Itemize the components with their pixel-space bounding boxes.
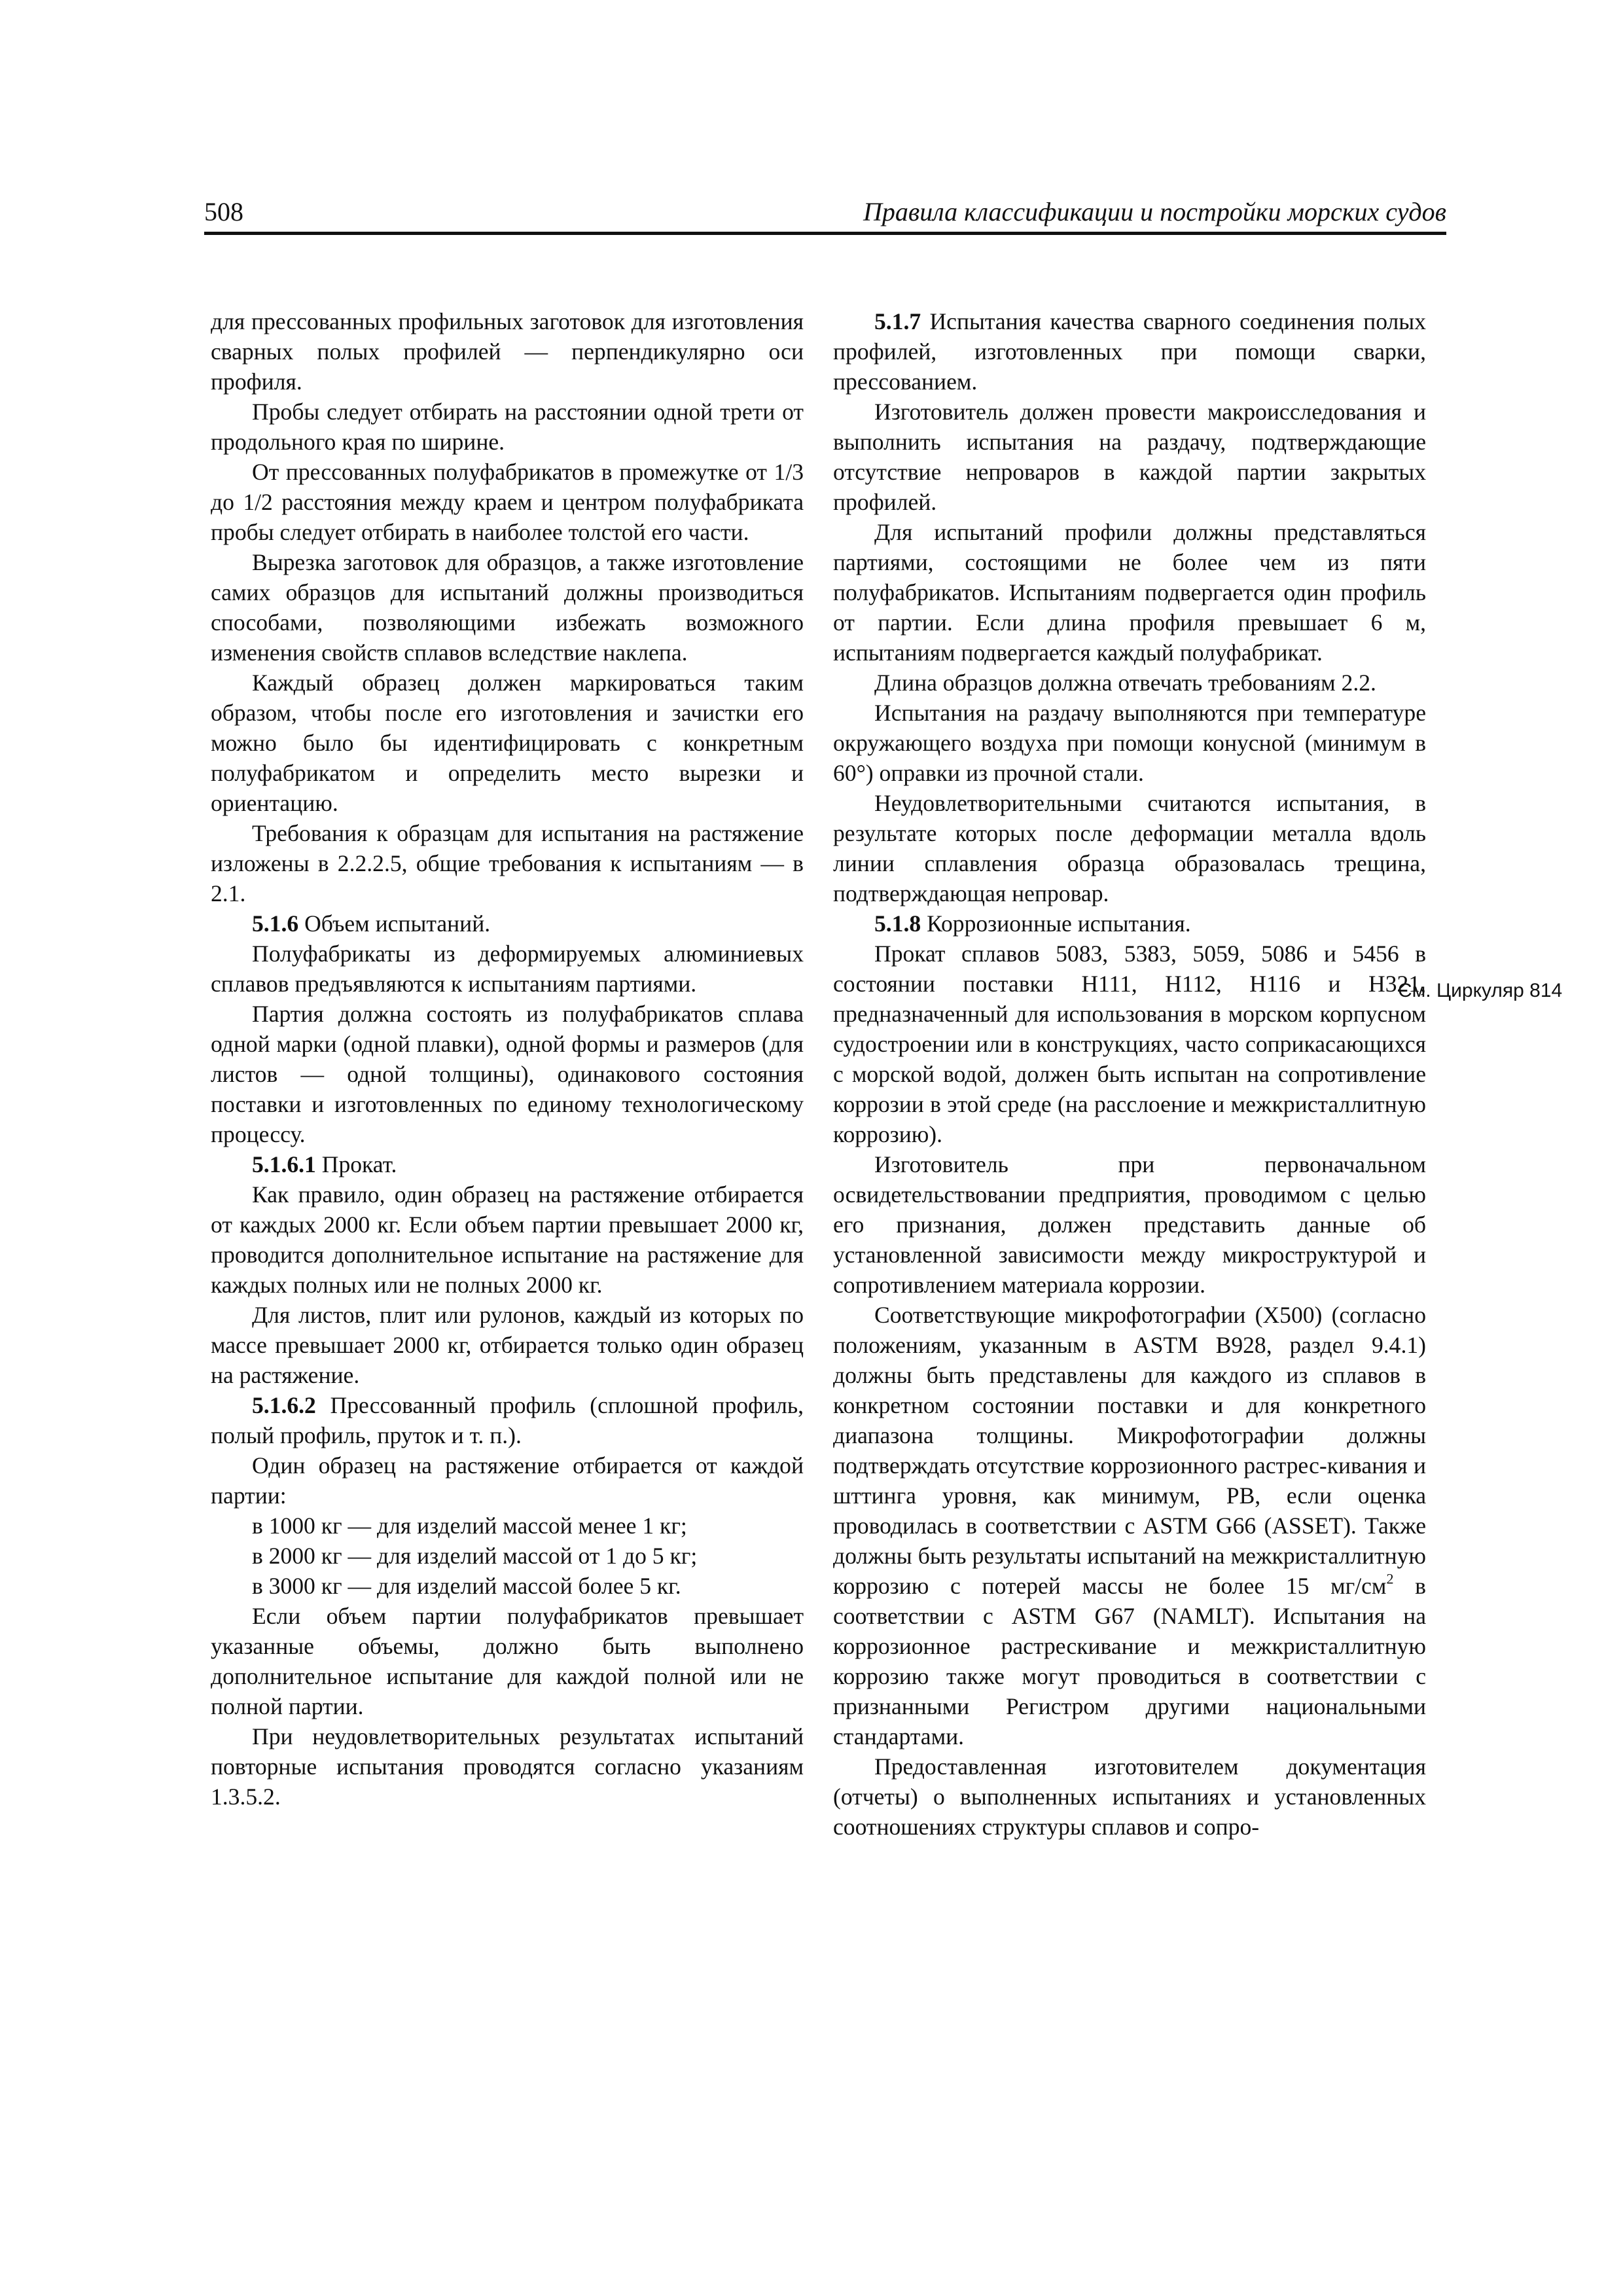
paragraph: Длина образцов должна отвечать требованиям 2.2.	[874, 670, 1376, 696]
paragraph: Предоставленная изготовителем документация (отчеты) о выполненных испытаниях и установленных соотношениях структуры сплавов и сопро-	[833, 1753, 1426, 1840]
paragraph: Требования к образцам для испытания на растяжение изложены в 2.2.2.5, общие требования к испытаниям — в 2.1.	[211, 820, 804, 906]
right-column	[833, 306, 1426, 1842]
section-number: 5.1.6.2	[252, 1392, 316, 1418]
paragraph: Если объем партии полуфабрикатов превышает указанные объемы, должно быть выполнено дополнительное испытание для каждой полной или не полной партии.	[211, 1603, 804, 1719]
left-column	[211, 306, 804, 1812]
paragraph: Партия должна состоять из полуфабрикатов сплава одной марки (одной плавки), одной формы и размеров (для листов — одной толщины), одинакового состояния поставки и изготовленных по единому технологическому процессу.	[211, 1001, 804, 1147]
paragraph-text: Соответствующие микрофотографии (X500) (согласно положениям, указанным в ASTM B928, раздел 9.4.1) должны быть представлены для каждого из сплавов в конкретном состоянии поставки и для конкретного диапазона толщины. Микрофотографии должны подтверждать отсутствие коррозионного растрес-кивания и шттинга уровня, как минимум, PB, если оценка проводилась в соответствии с ASTM G66 (ASSET). Также должны быть результаты испытаний на межкристаллитную коррозию с потерей массы не более 15 мг/см	[833, 1302, 1426, 1599]
paragraph: Изготовитель при первоначальном освидетельствовании предприятия, проводимом с целью его признания, должен представить данные об установленной зависимости между микроструктурой и сопротивлением материала коррозии.	[833, 1151, 1426, 1298]
paragraph: Вырезка заготовок для образцов, а также изготовление самих образцов для испытаний должны производиться способами, позволяющими избежать возможного изменения свойств сплавов вследствие наклепа.	[211, 549, 804, 666]
paragraph: Прокат сплавов 5083, 5383, 5059, 5086 и 5456 в состоянии поставки H111, H112, H116 и H321, предназначенный для использования в морском корпусном судостроении или в конструкциях, часто соприкасающихся с морской водой, должен быть испытан на сопротивление коррозии в этой среде (на расслоение и межкристаллитную коррозию).	[833, 941, 1426, 1147]
paragraph: для прессованных профильных заготовок для изготовления сварных полых профилей — перпендикулярно оси профиля.	[211, 308, 804, 395]
section-title: Объем испытаний.	[304, 910, 491, 937]
section-number: 5.1.6.1	[252, 1151, 316, 1177]
section-title: Коррозионные испытания.	[927, 910, 1191, 937]
paragraph-text: в соответствии с ASTM G67 (NAMLT). Испытания на коррозионное растрескивание и межкристаллитную коррозию также могут проводиться в соответствии с признанными Регистром другими национальными стандартами.	[833, 1573, 1426, 1749]
running-title: Правила классификации и постройки морских судов	[863, 197, 1446, 226]
section-title: Испытания качества сварного соединения полых профилей, изготовленных при помощи сварки, прессованием.	[833, 308, 1426, 395]
section-heading-5-1-6-2	[211, 1390, 804, 1450]
paragraph: Пробы следует отбирать на расстоянии одной трети от продольного края по ширине.	[211, 399, 804, 455]
paragraph	[833, 1300, 1426, 1751]
paragraph: При неудовлетворительных результатах испытаний повторные испытания проводятся согласно указаниям 1.3.5.2.	[211, 1723, 804, 1810]
section-title: Прокат.	[321, 1151, 397, 1177]
section-number: 5.1.8	[874, 910, 921, 937]
section-number: 5.1.6	[252, 910, 299, 937]
paragraph: Полуфабрикаты из деформируемых алюминиевых сплавов предъявляются к испытаниям партиями.	[211, 941, 804, 997]
page-number: 508	[204, 197, 243, 226]
list-item: в 1000 кг — для изделий массой менее 1 кг;	[252, 1513, 687, 1539]
margin-note: См. Циркуляр 814	[1398, 980, 1563, 1001]
paragraph: Неудовлетворительными считаются испытания, в результате которых после деформации металла вдоль линии сплавления образца образовалась трещина, подтверждающая непровар.	[833, 790, 1426, 906]
paragraph: Изготовитель должен провести макроисследования и выполнить испытания на раздачу, подтверждающие отсутствие непроваров в каждой партии закрытых профилей.	[833, 399, 1426, 515]
section-heading-5-1-8	[833, 908, 1426, 939]
section-heading-5-1-6-1	[211, 1149, 804, 1179]
paragraph: Для листов, плит или рулонов, каждый из которых по массе превышает 2000 кг, отбирается только один образец на растяжение.	[211, 1302, 804, 1388]
section-number: 5.1.7	[874, 308, 921, 334]
paragraph: Каждый образец должен маркироваться таким образом, чтобы после его изготовления и зачистки его можно было бы идентифицировать с конкретным полуфабрикатом и определить место вырезки и ориентацию.	[211, 670, 804, 816]
paragraph: Испытания на раздачу выполняются при температуре окружающего воздуха при помощи конусной (минимум в 60°) оправки из прочной стали.	[833, 700, 1426, 786]
list-item: в 2000 кг — для изделий массой от 1 до 5 кг;	[252, 1543, 698, 1569]
paragraph: Один образец на растяжение отбирается от каждой партии:	[211, 1452, 804, 1509]
section-heading-5-1-7	[833, 306, 1426, 397]
list-item: в 3000 кг — для изделий массой более 5 кг.	[252, 1573, 681, 1599]
paragraph: Как правило, один образец на растяжение отбирается от каждых 2000 кг. Если объем партии превышает 2000 кг, проводится дополнительное испытание на растяжение для каждых полных или не полных 2000 кг.	[211, 1181, 804, 1298]
header-rule	[204, 232, 1446, 235]
section-heading-5-1-6	[211, 908, 804, 939]
paragraph: От прессованных полуфабрикатов в промежутке от 1/3 до 1/2 расстояния между краем и центром полуфабриката пробы следует отбирать в наиболее толстой его части.	[211, 459, 804, 545]
superscript: 2	[1386, 1570, 1394, 1587]
section-title: Прессованный профиль (сплошной профиль, полый профиль, пруток и т. п.).	[211, 1392, 804, 1448]
paragraph: Для испытаний профили должны представляться партиями, состоящими не более чем из пяти полуфабрикатов. Испытаниям подвергается один профиль от партии. Если длина профиля превышает 6 м, испытаниям подвергается каждый полуфабрикат.	[833, 519, 1426, 666]
